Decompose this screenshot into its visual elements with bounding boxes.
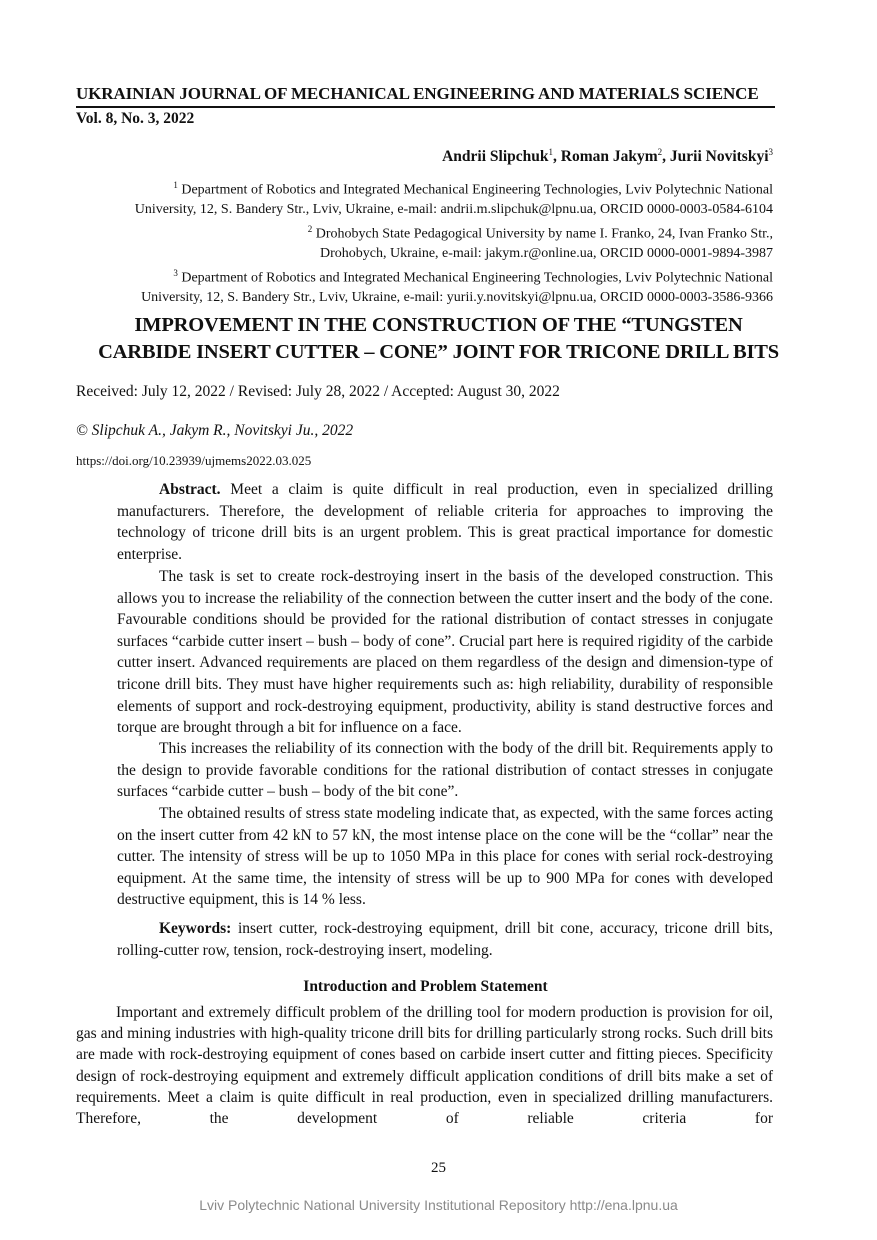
journal-name: UKRAINIAN JOURNAL OF MECHANICAL ENGINEERING AND MATERIALS SCIENCE [76, 84, 759, 103]
author-sup: 2 [657, 147, 663, 157]
intro-text: Important and extremely difficult problem of the drilling tool for modern production is provision for oil, gas and mining industries with high-quality tricone drill bits for drilling particularly strong rocks. Such drill bits are made with rock-destroying equipment of cones based on carbide insert cutter and fitting pieces. Specificity design of rock-destroying equipment and extremely difficult application conditions of drill bits make a set of requirements. Meet a claim is quite difficult in real production, even in specialized drilling manufacturers. Therefore, the development of reliable criteria for [76, 1004, 773, 1128]
abstract-text: The obtained results of stress state modeling indicate that, as expected, with the same forces acting on the insert cutter from 42 kN to 57 kN, the most intense place on the cone will be the “collar” near the cutter. The intensity of stress will be up to 1050 MPa in this place for cones with serial rock-destroying equipment. At the same time, the intensity of stress will be up to 900 MPa for cones with developed destructive equipment, this is 14 % less. [117, 805, 773, 909]
affiliation-sup: 2 [307, 223, 313, 234]
abstract-text: This increases the reliability of its connection with the body of the drill bit. Requirements apply to the design to provide favorable conditions for the rational distribution of contact stresses in conjugate surfaces “carbide cutter – bush – body of the bit cone”. [117, 740, 773, 801]
header-rule [76, 106, 775, 108]
authors-line [442, 147, 773, 166]
doi-link[interactable]: https://doi.org/10.23939/ujmems2022.03.025 [76, 453, 312, 468]
paper-title [60, 312, 817, 366]
author-sup: 3 [768, 147, 773, 157]
keywords-text: insert cutter, rock-destroying equipment, drill bit cone, accuracy, tricone drill bits, rolling-cutter row, tension, rock-destroying insert, modeling. [117, 920, 773, 959]
abstract-paragraph [117, 479, 773, 565]
author-separator: , [553, 148, 561, 166]
keywords-paragraph [117, 918, 773, 961]
author-name: Andrii Slipchuk [442, 148, 549, 166]
abstract-text: Meet a claim is quite difficult in real production, even in specialized drilling manufacturers. Therefore, the development of reliable criteria for approaches to improving the technology of tricone drill bits is an urgent problem. This is great practical importance for domestic enterprise. [117, 481, 774, 563]
page-number: 25 [431, 1160, 446, 1176]
author-name: Roman Jakym [560, 148, 658, 166]
intro-paragraph [76, 1002, 773, 1129]
keywords-label: Keywords: [159, 920, 232, 937]
section-heading: Introduction and Problem Statement [303, 978, 548, 995]
author-sup: 1 [548, 147, 553, 157]
journal-volume: Vol. 8, No. 3, 2022 [76, 110, 195, 127]
author-separator: , [662, 148, 670, 166]
received-dates: Received: July 12, 2022 / Revised: July 28, 2022 / Accepted: August 30, 2022 [76, 383, 560, 400]
affiliation-line: Drohobych, Ukraine, e-mail: jakym.r@online.ua, ORCID 0000-0001-9894-3987 [319, 246, 773, 262]
repository-footer: Lviv Polytechnic National University Institutional Repository http://ena.lpnu.ua [199, 1197, 678, 1213]
affiliation-line: University, 12, S. Bandery Str., Lviv, Ukraine, e-mail: yurii.y.novitskyi@lpnu.ua, ORCID 0000-0003-3586-9366 [141, 289, 773, 305]
affiliations [110, 176, 773, 308]
abstract-label: Abstract. [159, 481, 221, 498]
abstract-paragraph [117, 803, 773, 911]
affiliation-line: $^2$ Drohobych State Pedagogical University by name I. Franko, 24, Ivan Franko Str., [307, 223, 773, 242]
author-name: Jurii Novitskyi [669, 148, 769, 166]
title-line: CARBIDE INSERT CUTTER – CONE” JOINT FOR TRICONE DRILL BITS [98, 341, 779, 363]
affiliation-sup: 3 [173, 267, 178, 278]
title-line: IMPROVEMENT IN THE CONSTRUCTION OF THE “TUNGSTEN [134, 314, 743, 336]
abstract-paragraph [117, 738, 773, 803]
copyright-line: © Slipchuk A., Jakym R., Novitskyi Ju., 2022 [76, 422, 354, 439]
affiliation-line: University, 12, S. Bandery Str., Lviv, Ukraine, e-mail: andrii.m.slipchuk@lpnu.ua, ORCID 0000-0003-0584-6104 [134, 202, 773, 218]
affiliation-line: $^3$ Department of Robotics and Integrated Mechanical Engineering Technologies, Lviv Polytechnic National [173, 267, 773, 286]
abstract-paragraph [117, 566, 773, 739]
affiliation-line: $^1$ Department of Robotics and Integrated Mechanical Engineering Technologies, Lviv Polytechnic National [173, 180, 773, 198]
abstract-text: The task is set to create rock-destroying insert in the basis of the developed construction. This allows you to increase the reliability of the connection between the cutter insert and the body of the cone. Favourable conditions should be provided for the rational distribution of contact stresses in conjugate surfaces “carbide cutter insert – bush – body of cone”. Crucial part here is required rigidity of the carbide cutter insert. Advanced requirements are placed on them regardless of the design and dimension-type of tricone drill bits. They must have higher requirements such as: high reliability, durability of responsible elements of support and rock-destroying equipment, productivity, ability is stand destructive forces and torque are brought through a bit for influence on a face. [117, 568, 773, 737]
affiliation-sup: 1 [173, 180, 178, 190]
